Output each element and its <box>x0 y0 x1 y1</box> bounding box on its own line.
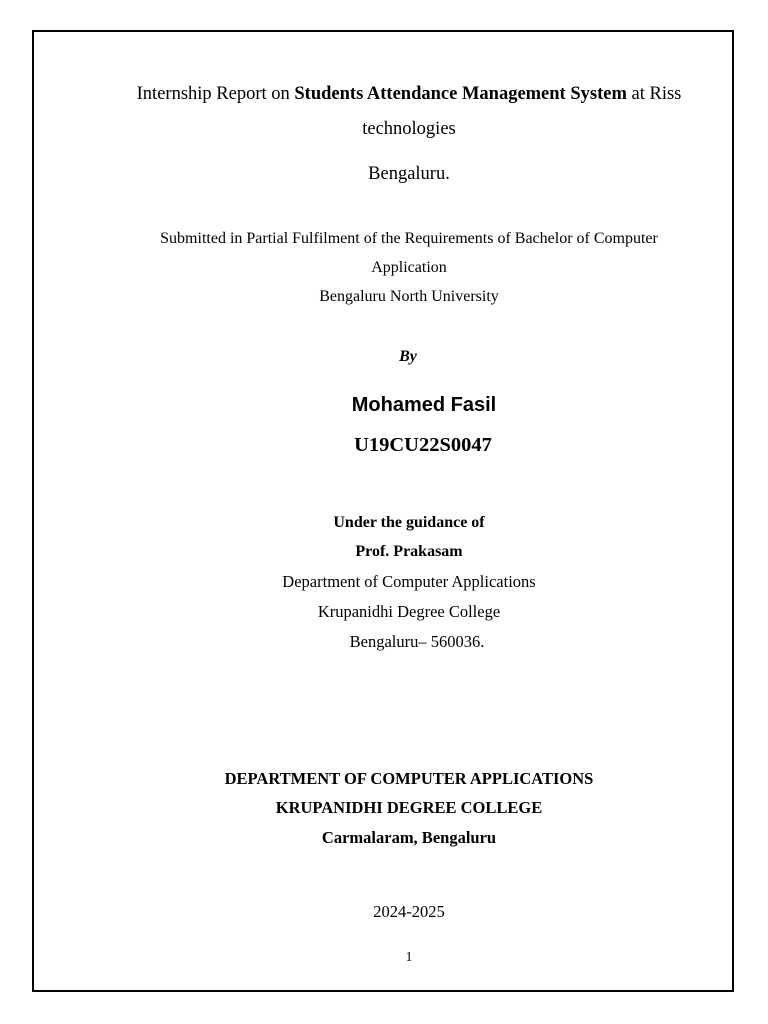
submission-line-2: Application <box>371 259 447 276</box>
institution-location: Carmalaram, Bengaluru <box>321 828 497 847</box>
institution-department: DEPARTMENT OF COMPUTER APPLICATIONS <box>224 769 594 788</box>
register-number: U19CU22S0047 <box>354 434 492 456</box>
academic-year: 2024-2025 <box>373 902 445 921</box>
institution-college: KRUPANIDHI DEGREE COLLEGE <box>275 798 543 817</box>
university-name: Bengaluru North University <box>319 288 499 305</box>
guide-college: Krupanidhi Degree College <box>317 602 501 621</box>
author-name: Mohamed Fasil <box>351 394 497 416</box>
guide-department: Department of Computer Applications <box>282 572 536 591</box>
guide-city: Bengaluru– 560036. <box>349 632 485 651</box>
report-title-suffix: at Riss <box>626 84 682 104</box>
report-project-title: Students Attendance Management System <box>294 84 627 104</box>
report-city: Bengaluru. <box>368 164 450 184</box>
report-title-prefix: Internship Report on <box>136 84 295 104</box>
guide-name: Prof. Prakasam <box>355 543 463 560</box>
guidance-label: Under the guidance of <box>333 514 485 531</box>
report-title-line-2: technologies <box>362 119 456 139</box>
submission-line-1: Submitted in Partial Fulfilment of the Requirements of Bachelor of Computer <box>160 230 658 247</box>
report-title-line-1 <box>56 82 762 106</box>
by-label: By <box>399 348 417 365</box>
page-number: 1 <box>405 949 413 964</box>
